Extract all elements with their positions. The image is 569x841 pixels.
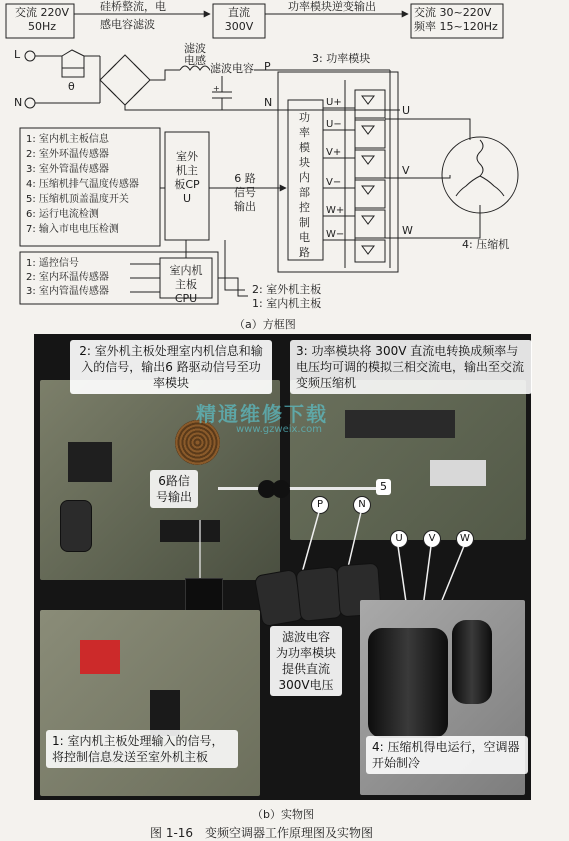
- input-ac-label: 交流 220V 50Hz: [14, 6, 70, 33]
- theta-label: θ: [68, 80, 75, 93]
- module-relays: [430, 460, 486, 486]
- control-line-V+: V+: [326, 147, 342, 158]
- signal-output-label: 6 路 信号 输出: [234, 172, 256, 213]
- control-line-W+: W+: [326, 205, 345, 216]
- control-line-V-: V−: [326, 177, 342, 188]
- capacitor-label: 滤波电容: [210, 62, 254, 75]
- signal-cable: [218, 487, 378, 490]
- outdoor-input-6: 6: 运行电流检测: [26, 209, 99, 220]
- svg-text:+: +: [213, 84, 220, 93]
- N-terminal: [25, 98, 35, 108]
- control-line-U+: U+: [326, 97, 342, 108]
- output-ac-label: 交流 30~220V 频率 15~120Hz: [414, 6, 498, 33]
- outdoor-input-5: 5: 压缩机顶盖温度开关: [26, 194, 129, 205]
- signal-connector-right: [272, 480, 290, 498]
- annotation-filter-capacitor: 滤波电容 为功率模块 提供直流 300V电压: [270, 626, 342, 696]
- figure-caption: 图 1-16 变频空调器工作原理图及实物图: [150, 826, 374, 840]
- filter-capacitor-2: [295, 566, 342, 622]
- outdoor-input-1: 1: 室内机主板信息: [26, 134, 109, 145]
- inductor-label-2: 电感: [184, 54, 206, 67]
- control-line-U-: U−: [326, 119, 342, 130]
- P-label: P: [264, 60, 271, 73]
- caption-b: （b）实物图: [252, 808, 314, 821]
- annotation-compressor: 4: 压缩机得电运行，空调器开始制冷: [366, 736, 528, 774]
- caption-a: （a）方框图: [234, 318, 296, 331]
- number-5-badge: 5: [376, 479, 391, 495]
- N-line-label: N: [264, 96, 273, 109]
- rectify-label-1: 硅桥整流，电: [100, 0, 166, 13]
- N-label: N: [14, 96, 23, 109]
- rectify-label-2: 感电容滤波: [100, 18, 155, 31]
- terminal-N-marker: N: [353, 496, 371, 514]
- annotation-indoor-board: 1: 室内机主板处理输入的信号，将控制信息发送至室外机主板: [46, 730, 238, 768]
- outdoor-capacitor: [60, 500, 92, 552]
- bridge-rectifier: [100, 55, 150, 105]
- L-terminal: [25, 51, 35, 61]
- outdoor-input-3: 3: 室外管温传感器: [26, 164, 109, 175]
- ptc-resistor: [62, 68, 84, 77]
- inductor-label-1: 滤波: [184, 42, 206, 55]
- terminal-P-marker: P: [311, 496, 329, 514]
- compressor-label: 4: 压缩机: [462, 238, 510, 251]
- igbt-bridge: [345, 70, 390, 268]
- outdoor-cpu-chip: [160, 520, 220, 542]
- inverter-label: 功率模块逆变输出: [288, 0, 376, 13]
- indoor-input-1: 1: 遥控信号: [26, 258, 79, 269]
- indoor-cpu-label: 室内机主板CPU: [169, 264, 203, 305]
- outdoor-input-4: 4: 压缩机排气温度传感器: [26, 179, 139, 190]
- six-signal-output-label: 6路信 号输出: [150, 470, 198, 508]
- module-title: 3: 功率模块: [312, 52, 371, 65]
- board-link-connector: [185, 578, 223, 614]
- L-label: L: [14, 48, 21, 61]
- indoor-relay-block: [80, 640, 120, 674]
- accumulator-body: [452, 620, 492, 704]
- output-V-label: V: [402, 164, 410, 177]
- watermark-title: 精通维修下载: [196, 402, 328, 426]
- outdoor-cpu-label: 室外机主板CPU: [174, 150, 200, 205]
- compressor-motor: [442, 137, 518, 213]
- annotation-power-module: 3: 功率模块将 300V 直流电转换成频率与电压均可调的模拟三相交流电，输出至交流变频压缩机: [290, 340, 532, 394]
- indoor-input-3: 3: 室内管温传感器: [26, 286, 109, 297]
- module-ic-block: [345, 410, 455, 438]
- indoor-input-2: 2: 室内环温传感器: [26, 272, 109, 283]
- terminal-U-marker: U: [390, 530, 408, 548]
- legend-outdoor-board: 2: 室外机主板: [252, 283, 322, 296]
- watermark-url: www.gzweix.com: [236, 424, 322, 435]
- annotation-outdoor-board: 2: 室外机主板处理室内机信息和输入的信号，输出6 路驱动信号至功率模块: [70, 340, 272, 394]
- outdoor-input-7: 7: 输入市电电压检测: [26, 224, 119, 235]
- module-control-text: 功率模块内部控制电路: [299, 111, 310, 259]
- terminal-V-marker: V: [423, 530, 441, 548]
- dc-label: 直流 300V: [224, 6, 254, 33]
- control-line-W-: W−: [326, 229, 345, 240]
- outdoor-input-2: 2: 室外环温传感器: [26, 149, 109, 160]
- outdoor-transformer: [68, 442, 112, 482]
- legend-indoor-board: 1: 室内机主板: [252, 297, 322, 310]
- output-U-label: U: [402, 104, 411, 117]
- compressor-body: [368, 628, 448, 738]
- output-W-label: W: [402, 224, 413, 237]
- terminal-W-marker: W: [456, 530, 474, 548]
